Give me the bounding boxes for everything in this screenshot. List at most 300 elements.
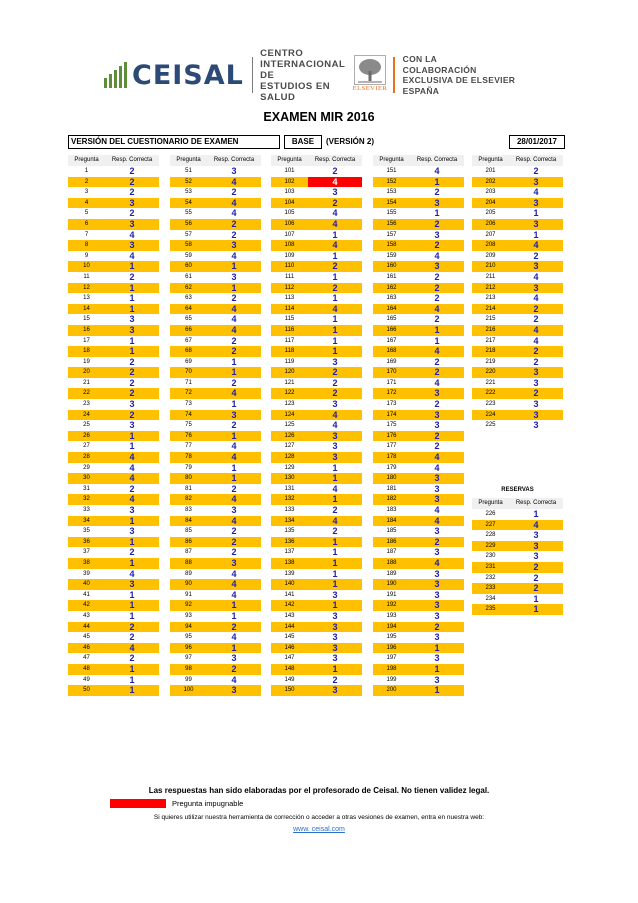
question-number: 4 xyxy=(84,199,89,206)
table-row xyxy=(68,230,159,241)
table-row xyxy=(68,494,159,505)
correct-answer: 2 xyxy=(332,197,338,208)
correct-answer: 3 xyxy=(434,409,440,420)
question-number: 71 xyxy=(185,379,192,386)
correct-answer: 2 xyxy=(533,572,539,583)
table-row xyxy=(68,431,159,442)
table-row xyxy=(68,388,159,399)
correct-answer: 4 xyxy=(434,377,440,388)
question-number: 151 xyxy=(386,168,397,174)
question-number: 87 xyxy=(185,549,192,556)
correct-answer: 2 xyxy=(231,420,237,431)
correct-answer: 1 xyxy=(332,335,338,346)
table-row xyxy=(68,219,159,230)
question-number: 23 xyxy=(83,401,90,408)
question-number: 93 xyxy=(185,612,192,619)
question-number: 16 xyxy=(83,326,90,333)
question-number: 5 xyxy=(84,210,89,217)
table-row xyxy=(68,452,159,463)
table-row xyxy=(170,494,261,505)
correct-answer: 1 xyxy=(434,685,440,696)
header-resp: Resp. Correcta xyxy=(515,157,557,163)
table-row xyxy=(170,410,261,421)
correct-answer: 2 xyxy=(434,240,440,251)
table-row xyxy=(170,569,261,580)
table-row xyxy=(472,509,563,520)
column-header xyxy=(472,155,563,166)
question-number: 227 xyxy=(485,521,496,528)
correct-answer: 1 xyxy=(231,399,237,410)
table-row xyxy=(271,653,362,664)
correct-answer: 1 xyxy=(129,589,135,600)
correct-answer: 2 xyxy=(129,409,135,420)
correct-answer: 3 xyxy=(434,600,440,611)
question-number: 45 xyxy=(83,634,90,641)
question-number: 1 xyxy=(84,168,89,174)
question-number: 84 xyxy=(185,517,192,524)
question-number: 200 xyxy=(386,687,397,694)
correct-answer: 1 xyxy=(332,494,338,505)
table-row xyxy=(271,346,362,357)
question-number: 187 xyxy=(386,549,397,556)
table-row xyxy=(271,558,362,569)
answer-column xyxy=(68,155,159,696)
correct-answer: 2 xyxy=(434,367,440,378)
correct-answer: 1 xyxy=(231,610,237,621)
question-number: 182 xyxy=(386,496,397,503)
question-number: 68 xyxy=(185,348,192,355)
question-number: 155 xyxy=(386,210,397,217)
question-number: 99 xyxy=(185,676,192,683)
question-number: 98 xyxy=(185,665,192,672)
correct-answer: 1 xyxy=(332,229,338,240)
question-number: 9 xyxy=(84,252,89,259)
correct-answer: 4 xyxy=(434,515,440,526)
correct-answer: 2 xyxy=(434,356,440,367)
correct-answer: 1 xyxy=(231,430,237,441)
question-number: 19 xyxy=(83,358,90,365)
correct-answer: 4 xyxy=(332,420,338,431)
table-row xyxy=(271,187,362,198)
correct-answer: 1 xyxy=(533,509,539,519)
table-row xyxy=(373,516,464,527)
page-title: EXAMEN MIR 2016 xyxy=(263,110,375,124)
table-row xyxy=(373,484,464,495)
correct-answer: 1 xyxy=(332,663,338,674)
question-number: 185 xyxy=(386,528,397,535)
table-row xyxy=(373,367,464,378)
logo-subtitle: CENTRO INTERNACIONAL DE ESTUDIOS EN SALUD xyxy=(260,47,346,103)
table-row xyxy=(170,336,261,347)
table-row xyxy=(373,325,464,336)
question-number: 26 xyxy=(83,432,90,439)
table-row xyxy=(68,187,159,198)
table-row xyxy=(68,304,159,315)
correct-answer: 2 xyxy=(231,187,237,198)
table-row xyxy=(373,431,464,442)
correct-answer: 4 xyxy=(533,240,539,251)
table-row xyxy=(68,643,159,654)
collab-text: CON LA COLABORACIÓN EXCLUSIVA DE ELSEVIER ESPAÑA xyxy=(402,54,516,96)
table-row xyxy=(373,452,464,463)
question-number: 212 xyxy=(485,284,496,291)
correct-answer: 2 xyxy=(434,218,440,229)
correct-answer: 2 xyxy=(231,536,237,547)
table-row xyxy=(271,547,362,558)
correct-answer: 2 xyxy=(231,377,237,388)
table-row xyxy=(472,583,563,594)
question-number: 186 xyxy=(386,538,397,545)
correct-answer: 2 xyxy=(231,621,237,632)
correct-answer: 3 xyxy=(129,240,135,251)
question-number: 168 xyxy=(386,348,397,355)
table-row xyxy=(170,622,261,633)
table-row xyxy=(68,293,159,304)
correct-answer: 3 xyxy=(129,420,135,431)
question-number: 88 xyxy=(185,559,192,566)
correct-answer: 2 xyxy=(129,187,135,198)
question-number: 217 xyxy=(485,337,496,344)
question-number: 135 xyxy=(284,528,295,535)
question-number: 111 xyxy=(284,273,295,280)
question-number: 148 xyxy=(284,665,295,672)
correct-answer: 1 xyxy=(332,579,338,590)
table-row xyxy=(373,399,464,410)
question-number: 11 xyxy=(83,273,90,280)
correct-answer: 4 xyxy=(332,218,338,229)
table-row xyxy=(68,251,159,262)
table-row xyxy=(271,473,362,484)
table-row xyxy=(68,357,159,368)
correct-answer: 4 xyxy=(231,176,237,187)
correct-answer: 4 xyxy=(231,250,237,261)
correct-answer: 3 xyxy=(332,430,338,441)
correct-answer: 1 xyxy=(231,462,237,473)
website-link[interactable]: www. ceisal.com xyxy=(293,826,345,833)
correct-answer: 4 xyxy=(533,293,539,304)
correct-answer: 3 xyxy=(434,526,440,537)
table-row xyxy=(170,272,261,283)
table-row xyxy=(271,399,362,410)
table-row xyxy=(68,653,159,664)
table-row xyxy=(68,399,159,410)
table-row xyxy=(373,198,464,209)
correct-answer: 2 xyxy=(129,356,135,367)
question-number: 128 xyxy=(284,454,295,461)
table-row xyxy=(373,208,464,219)
table-row xyxy=(373,230,464,241)
table-row xyxy=(373,420,464,431)
correct-answer: 1 xyxy=(231,282,237,293)
table-row xyxy=(170,367,261,378)
table-row xyxy=(373,632,464,643)
header-resp: Resp. Correcta xyxy=(314,157,356,163)
question-number: 89 xyxy=(185,570,192,577)
correct-answer: 2 xyxy=(533,583,539,594)
correct-answer: 1 xyxy=(231,356,237,367)
table-row xyxy=(68,208,159,219)
question-number: 27 xyxy=(83,443,90,450)
question-number: 207 xyxy=(485,231,496,238)
answer-column xyxy=(170,155,261,696)
question-number: 118 xyxy=(284,348,295,355)
table-row xyxy=(472,530,563,541)
correct-answer: 3 xyxy=(533,261,539,272)
question-number: 102 xyxy=(284,178,295,185)
question-number: 58 xyxy=(185,242,192,249)
legend xyxy=(110,799,243,808)
table-row xyxy=(373,357,464,368)
table-row xyxy=(271,240,362,251)
table-row xyxy=(472,251,563,262)
question-number: 233 xyxy=(485,585,496,592)
question-number: 90 xyxy=(185,581,192,588)
correct-answer: 4 xyxy=(231,314,237,325)
header-pregunta: Pregunta xyxy=(379,157,404,163)
table-row xyxy=(373,558,464,569)
correct-answer: 3 xyxy=(129,526,135,537)
question-number: 35 xyxy=(83,528,90,535)
table-row xyxy=(373,272,464,283)
exam-date: 28/01/2017 xyxy=(509,135,565,149)
table-row xyxy=(170,484,261,495)
question-number: 62 xyxy=(185,284,192,291)
table-row xyxy=(271,463,362,474)
question-number: 29 xyxy=(83,464,90,471)
table-row xyxy=(271,314,362,325)
elsevier-word: ELSEVIER xyxy=(352,85,388,92)
correct-answer: 1 xyxy=(533,229,539,240)
column-header xyxy=(170,155,261,166)
question-number: 171 xyxy=(386,379,397,386)
correct-answer: 4 xyxy=(434,452,440,463)
table-row xyxy=(271,230,362,241)
table-row xyxy=(68,283,159,294)
question-number: 178 xyxy=(386,454,397,461)
table-row xyxy=(170,505,261,516)
table-row xyxy=(373,473,464,484)
table-row xyxy=(271,219,362,230)
correct-answer: 3 xyxy=(533,530,539,541)
table-row xyxy=(170,664,261,675)
table-row xyxy=(170,516,261,527)
correct-answer: 3 xyxy=(434,568,440,579)
table-row xyxy=(271,431,362,442)
question-number: 28 xyxy=(83,454,90,461)
correct-answer: 4 xyxy=(231,208,237,219)
question-number: 52 xyxy=(185,178,192,185)
correct-answer: 2 xyxy=(129,388,135,399)
header-resp: Resp. Correcta xyxy=(213,157,255,163)
question-number: 223 xyxy=(485,401,496,408)
question-number: 37 xyxy=(83,549,90,556)
table-row xyxy=(472,604,563,615)
question-number: 170 xyxy=(386,369,397,376)
question-number: 13 xyxy=(83,295,90,302)
table-row xyxy=(373,664,464,675)
question-number: 81 xyxy=(185,485,192,492)
question-number: 55 xyxy=(185,210,192,217)
table-row xyxy=(68,526,159,537)
question-number: 95 xyxy=(185,634,192,641)
question-number: 195 xyxy=(386,634,397,641)
table-row xyxy=(68,463,159,474)
question-number: 106 xyxy=(284,220,295,227)
question-number: 72 xyxy=(185,390,192,397)
question-number: 205 xyxy=(485,210,496,217)
correct-answer: 3 xyxy=(533,551,539,562)
table-row xyxy=(68,600,159,611)
table-row xyxy=(271,177,362,188)
question-number: 177 xyxy=(386,443,397,450)
question-number: 33 xyxy=(83,507,90,513)
table-row xyxy=(170,579,261,590)
correct-answer: 3 xyxy=(231,653,237,664)
header-pregunta: Pregunta xyxy=(277,157,302,163)
question-number: 190 xyxy=(386,581,397,588)
table-row xyxy=(472,357,563,368)
logo-divider xyxy=(252,57,253,93)
correct-answer: 1 xyxy=(129,557,135,568)
answer-column xyxy=(373,155,464,696)
correct-answer: 2 xyxy=(434,314,440,325)
question-number: 224 xyxy=(485,411,496,418)
question-number: 162 xyxy=(386,284,397,291)
header-logo xyxy=(104,47,534,103)
correct-answer: 2 xyxy=(231,663,237,674)
column-header xyxy=(373,155,464,166)
correct-answer: 2 xyxy=(129,367,135,378)
table-row xyxy=(170,378,261,389)
question-number: 152 xyxy=(386,178,397,185)
correct-answer: 3 xyxy=(533,399,539,410)
question-number: 51 xyxy=(185,168,192,174)
question-number: 143 xyxy=(284,612,295,619)
correct-answer: 4 xyxy=(332,303,338,314)
table-row xyxy=(373,177,464,188)
correct-answer: 1 xyxy=(129,335,135,346)
table-row xyxy=(271,388,362,399)
correct-answer: 4 xyxy=(231,589,237,600)
question-number: 10 xyxy=(83,263,90,270)
table-row xyxy=(68,516,159,527)
correct-answer: 2 xyxy=(231,293,237,304)
correct-answer: 2 xyxy=(434,271,440,282)
correct-answer: 2 xyxy=(129,208,135,219)
question-number: 97 xyxy=(185,655,192,662)
correct-answer: 3 xyxy=(332,441,338,452)
correct-answer: 3 xyxy=(533,282,539,293)
question-number: 204 xyxy=(485,199,496,206)
ceisal-bars-icon xyxy=(104,62,127,88)
correct-answer: 4 xyxy=(231,674,237,685)
answer-column xyxy=(472,155,563,431)
table-row xyxy=(170,431,261,442)
column-header xyxy=(472,498,563,509)
table-row xyxy=(271,643,362,654)
question-number: 184 xyxy=(386,517,397,524)
question-number: 136 xyxy=(284,538,295,545)
question-number: 213 xyxy=(485,295,496,302)
correct-answer: 2 xyxy=(129,632,135,643)
question-number: 65 xyxy=(185,316,192,323)
correct-answer: 4 xyxy=(231,197,237,208)
question-number: 138 xyxy=(284,559,295,566)
question-number: 105 xyxy=(284,210,295,217)
question-number: 133 xyxy=(284,507,295,513)
correct-answer: 3 xyxy=(332,621,338,632)
correct-answer: 2 xyxy=(434,430,440,441)
table-row xyxy=(373,653,464,664)
correct-answer: 4 xyxy=(129,229,135,240)
table-row xyxy=(472,198,563,209)
table-row xyxy=(68,166,159,177)
question-number: 86 xyxy=(185,538,192,545)
table-row xyxy=(373,378,464,389)
question-number: 8 xyxy=(84,242,89,249)
correct-answer: 2 xyxy=(533,388,539,399)
correct-answer: 2 xyxy=(129,483,135,494)
correct-answer: 2 xyxy=(332,526,338,537)
question-number: 116 xyxy=(284,326,295,333)
question-number: 169 xyxy=(386,358,397,365)
table-row xyxy=(373,410,464,421)
correct-answer: 4 xyxy=(332,208,338,219)
table-row xyxy=(373,166,464,177)
table-row xyxy=(271,622,362,633)
correct-answer: 4 xyxy=(129,452,135,463)
question-number: 176 xyxy=(386,432,397,439)
correct-answer: 3 xyxy=(434,494,440,505)
table-row xyxy=(68,240,159,251)
table-row xyxy=(271,304,362,315)
question-number: 75 xyxy=(185,422,192,429)
correct-answer: 1 xyxy=(332,568,338,579)
correct-answer: 3 xyxy=(533,377,539,388)
correct-answer: 2 xyxy=(434,441,440,452)
question-number: 31 xyxy=(83,485,90,492)
table-row xyxy=(373,293,464,304)
question-number: 61 xyxy=(185,273,192,280)
question-number: 129 xyxy=(284,464,295,471)
correct-answer: 1 xyxy=(332,293,338,304)
table-row xyxy=(170,314,261,325)
correct-answer: 1 xyxy=(434,176,440,187)
correct-answer: 4 xyxy=(434,250,440,261)
question-number: 70 xyxy=(185,369,192,376)
question-number: 208 xyxy=(485,242,496,249)
question-number: 38 xyxy=(83,559,90,566)
table-row xyxy=(271,357,362,368)
correct-answer: 3 xyxy=(434,653,440,664)
table-row xyxy=(271,675,362,686)
table-row xyxy=(472,230,563,241)
table-row xyxy=(68,272,159,283)
table-row xyxy=(68,410,159,421)
table-row xyxy=(271,600,362,611)
correct-answer: 3 xyxy=(434,420,440,431)
question-number: 202 xyxy=(485,178,496,185)
question-number: 229 xyxy=(485,542,496,549)
correct-answer: 1 xyxy=(129,536,135,547)
question-number: 132 xyxy=(284,496,295,503)
question-number: 189 xyxy=(386,570,397,577)
question-number: 196 xyxy=(386,644,397,651)
question-number: 203 xyxy=(485,189,496,196)
question-number: 159 xyxy=(386,252,397,259)
table-row xyxy=(271,325,362,336)
correct-answer: 4 xyxy=(308,177,362,188)
